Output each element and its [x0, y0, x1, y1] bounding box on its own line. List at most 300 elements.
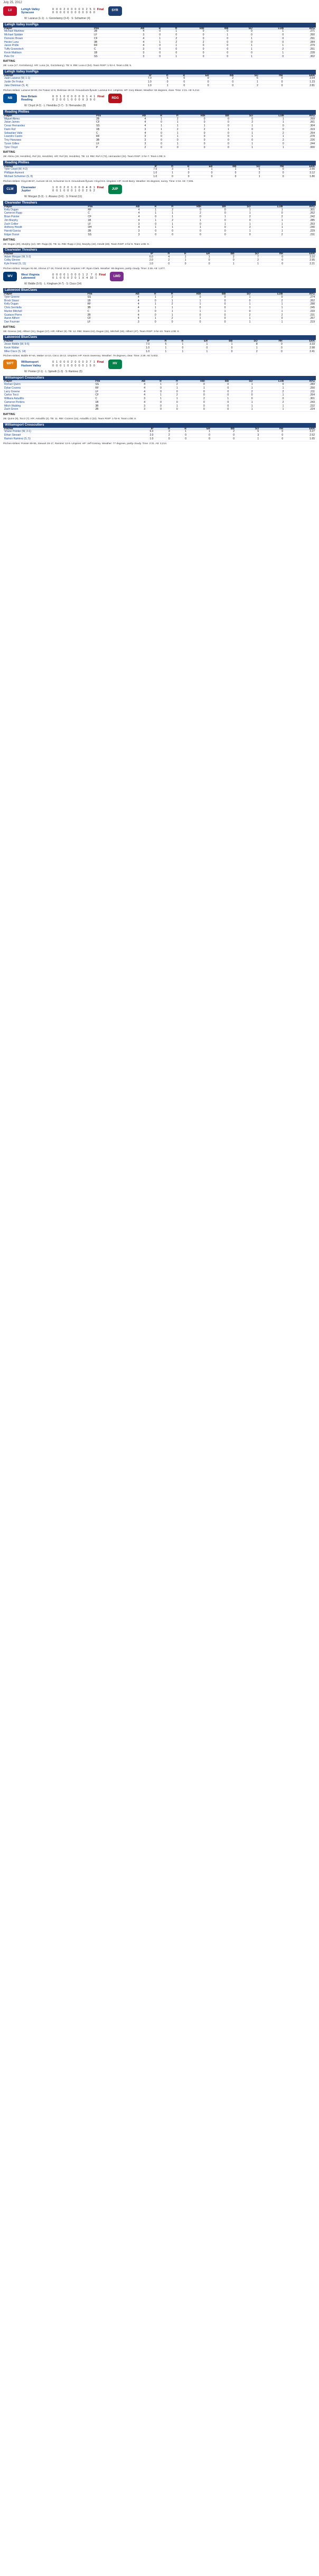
column-header: SO [233, 340, 258, 343]
stat-cell: .279 [285, 44, 316, 48]
stat-cell: .261 [285, 121, 316, 125]
player-link[interactable]: Willians Astudillo [3, 398, 94, 401]
player-link[interactable]: Cameron Perkins [3, 401, 94, 404]
pitcher-link[interactable]: Mike Cisco (S, 14) [3, 350, 117, 354]
player-link[interactable]: Kelly Dugan [3, 209, 87, 212]
pitcher-link[interactable]: Tyler Cloyd (W, 4-2) [3, 168, 126, 171]
stat-cell: 0 [230, 394, 254, 398]
stat-cell: 0 [178, 44, 205, 48]
stat-cell: 2 [180, 128, 207, 132]
player-link[interactable]: Jiwan James [3, 121, 95, 125]
stat-cell: 1 [162, 55, 178, 59]
player-link[interactable]: Sebastian Valle [3, 132, 95, 135]
stat-cell: 0 [169, 81, 186, 85]
player-link[interactable]: Gustavo Pierre [3, 314, 87, 317]
stat-cell: 1 [163, 398, 179, 401]
player-link[interactable]: Troy Hanzawa [3, 139, 95, 143]
column-header: RBI [179, 380, 206, 383]
player-link[interactable]: Michael Martinez [3, 30, 93, 33]
linescore-e: 0 [95, 273, 97, 277]
pitcher-link[interactable]: Kevin Walter [3, 346, 117, 350]
linescore-inning: 0 [52, 189, 54, 193]
stat-cell: 0 [202, 303, 227, 307]
column-header: BB [213, 165, 237, 169]
batting-section-title: Reading Phillies [3, 110, 316, 115]
column-header: HR [259, 340, 284, 343]
stat-cell: 0 [146, 408, 163, 412]
stat-cell: 0 [206, 408, 230, 412]
player-link[interactable]: Cameron Rupp [3, 212, 87, 216]
linescore-h: 8 [89, 186, 91, 189]
stat-cell: 1 [157, 299, 174, 303]
stat-cell [126, 172, 135, 176]
stat-cell: 4 [116, 219, 140, 223]
stat-cell: 6.0 [130, 256, 154, 259]
stat-cell: 0 [202, 314, 227, 317]
player-link[interactable]: Kevin Mattison [3, 51, 93, 55]
player-link[interactable]: Tyson Gillies [3, 142, 95, 146]
stat-cell: C [87, 212, 116, 216]
stat-cell: 1 [254, 44, 285, 48]
linescore-inning: 0 [82, 95, 84, 98]
stat-cell: 7.0 [135, 168, 158, 171]
stat-cell: 0 [180, 142, 207, 146]
table-row [3, 259, 316, 263]
player-link[interactable]: Brock Stassi [3, 299, 87, 303]
column-header: SO [236, 428, 260, 431]
stat-cell: 0 [145, 55, 162, 59]
stat-cell: 1 [227, 223, 252, 226]
stat-cell: 0 [178, 51, 205, 55]
stat-cell: 1B [95, 128, 123, 132]
linescore-team[interactable]: Reading [21, 98, 33, 102]
stat-cell: 0 [206, 394, 230, 398]
player-link[interactable]: Brian Pointer [3, 216, 87, 219]
player-link[interactable]: Marlon Mitchell [3, 310, 87, 314]
column-header: ERA [284, 428, 316, 431]
table-row [3, 233, 316, 237]
linescore-team[interactable]: Syracuse [21, 11, 34, 14]
stat-cell: 1 [209, 343, 233, 346]
column-header: RBI [174, 206, 202, 209]
player-link[interactable]: Carlos Tocci [3, 394, 94, 398]
linescore-team[interactable]: New Britain [21, 95, 37, 98]
column-header: AVG [285, 27, 316, 31]
stat-cell: 1 [254, 146, 285, 150]
player-link[interactable]: Pete Orr [3, 55, 93, 59]
pitcher-link[interactable]: Jesse Biddle (W, 5-5) [3, 343, 117, 346]
linescore-team[interactable]: Clearwater [21, 186, 36, 189]
stat-cell: 0 [154, 437, 171, 441]
linescore-h: 7 [89, 361, 91, 364]
stat-cell: LF [95, 142, 123, 146]
pitcher-link[interactable]: Ethan Stewart [3, 434, 122, 438]
player-link[interactable]: Michael Spidale [3, 34, 93, 38]
stat-cell: C [87, 310, 116, 314]
stat-cell: 0 [254, 142, 285, 146]
stat-cell: 0 [205, 37, 230, 41]
column-header: H [157, 293, 174, 296]
table-row [3, 437, 316, 441]
linescore-team[interactable]: Lakewood [21, 277, 35, 280]
table-row [3, 132, 316, 135]
table-row [3, 307, 316, 310]
stat-cell: 1 [174, 299, 202, 303]
column-header: SO [230, 380, 254, 383]
home-team-logo: JUP [108, 185, 122, 194]
stat-cell: 4 [123, 132, 147, 135]
stat-cell: 0 [146, 387, 163, 390]
stat-cell: 0 [140, 223, 157, 226]
stat-cell: 0 [230, 128, 254, 132]
column-header: ERA [285, 165, 316, 169]
column-header: Pitcher [3, 340, 117, 343]
table-row [3, 84, 316, 88]
stat-cell: 2.95 [284, 259, 316, 263]
stat-cell: 0 [171, 434, 187, 438]
linescore-inning: 0 [82, 361, 84, 364]
stat-cell: 1 [205, 34, 230, 38]
stat-cell: 7.0 [126, 343, 151, 346]
column-header: HR [259, 75, 284, 78]
linescore-inning: 0 [60, 186, 62, 189]
stat-cell: 0 [202, 299, 227, 303]
stat-cell: SS [94, 383, 122, 387]
linescore-inning: 0 [56, 95, 58, 98]
stat-cell: 0 [178, 37, 205, 41]
player-link[interactable]: Miguel Abreu [3, 118, 95, 121]
stat-cell [120, 81, 129, 85]
stat-cell: 0 [207, 121, 230, 125]
stat-cell: 0 [157, 321, 174, 325]
linescore [20, 361, 105, 367]
linescore-r: 0 [86, 11, 88, 14]
column-header: LOB [251, 293, 284, 296]
stat-cell: 6.0 [130, 430, 154, 434]
stat-cell: 0 [213, 172, 237, 176]
column-header: LOB [254, 27, 285, 31]
column-header: Pitcher [3, 428, 122, 431]
stat-cell: 0 [205, 48, 230, 52]
stat-cell [120, 84, 129, 88]
pitching-notes: Pitches-strikes: Morgan 91-58, Shreve 27-18, Friend 16-10. Umpires: HP: Ryan Clark. Weather: 88 degrees, partly cloudy. Time: 2:48. Att: 1,877. [3, 267, 166, 270]
stat-cell: 1 [230, 142, 254, 146]
player-link[interactable]: Tyler Greene [3, 296, 87, 299]
player-link[interactable]: Larry Greene [3, 390, 94, 394]
column-header: HR [260, 428, 284, 431]
stat-cell: 1 [162, 30, 178, 33]
stat-cell: .229 [284, 230, 316, 234]
stat-cell: 0 [174, 230, 202, 234]
player-link[interactable]: Tuffy Gosewisch [3, 48, 93, 52]
stat-cell: 1.0 [128, 81, 152, 85]
game-header [3, 6, 316, 16]
stat-cell: 0 [180, 121, 207, 125]
linescore-inning: 1 [56, 277, 58, 280]
linescore-inning: 0 [78, 95, 80, 98]
stat-cell: 1.0 [130, 263, 154, 266]
stat-cell: 4 [116, 303, 140, 307]
notes-title: BATTING [3, 413, 15, 417]
stat-cell: 0 [157, 230, 174, 234]
linescore-inning: 0 [71, 98, 73, 102]
stat-cell: 1.0 [126, 350, 151, 354]
linescore-e: 0 [93, 11, 95, 14]
stat-cell: 4 [123, 394, 146, 398]
pitcher-link[interactable]: Juan Lazarus (W, 1-1) [3, 77, 120, 80]
stat-cell: 4 [116, 216, 140, 219]
player-link[interactable]: Mitch Walding [3, 404, 94, 408]
game-status: Final [99, 273, 106, 277]
stat-cell: 0 [169, 77, 186, 80]
stat-cell: 2 [123, 146, 147, 150]
stat-cell: 2.81 [284, 84, 316, 88]
linescore-team[interactable]: Jupiter [21, 189, 31, 193]
stat-cell: 4 [116, 317, 140, 321]
linescore-r: 2 [86, 273, 88, 277]
stat-cell: .240 [284, 226, 316, 230]
linescore-inning: 0 [74, 98, 77, 102]
stat-cell: 1 [233, 346, 258, 350]
stat-cell: 3 [123, 404, 146, 408]
stat-cell: 1 [234, 81, 259, 85]
stat-cell: 0 [186, 81, 210, 85]
linescore-inning: 2 [63, 7, 65, 11]
stat-cell: 0 [260, 256, 284, 259]
stat-cell: 1 [179, 387, 206, 390]
player-link[interactable]: Harold Garcia [3, 230, 87, 234]
column-header: R [171, 253, 187, 256]
stat-cell: 0 [259, 343, 284, 346]
pitching-table [3, 340, 316, 354]
stat-cell: .271 [285, 30, 316, 33]
stat-cell: 0 [205, 55, 230, 59]
player-link[interactable]: Zach Green [3, 408, 94, 412]
table-row [3, 212, 316, 216]
stat-cell: 3 [116, 230, 140, 234]
stat-cell: 0 [202, 226, 227, 230]
player-link[interactable]: Darin Ruf [3, 128, 95, 132]
player-link[interactable]: Edgar Duran [3, 233, 87, 237]
column-header: R [147, 115, 163, 118]
stat-cell: 0 [158, 175, 174, 179]
stat-cell: 1 [157, 212, 174, 216]
stat-cell: 3B [93, 41, 121, 44]
player-link[interactable]: Kelly Dugan [3, 303, 87, 307]
linescore-r: 1 [86, 364, 88, 367]
player-link[interactable]: Leandro Castro [3, 135, 95, 139]
stat-cell: 1 [252, 226, 284, 230]
column-header: SO [234, 75, 259, 78]
pitcher-link[interactable]: Ramon Ramirez (S, 5) [3, 437, 122, 441]
stat-cell: 0 [169, 84, 186, 88]
player-link[interactable]: Chris Serritella [3, 307, 87, 310]
column-header: R [171, 428, 187, 431]
pitcher-link[interactable]: Michael Schwimer (S, 8) [3, 175, 126, 179]
stat-cell [122, 434, 130, 438]
column-header: IP [128, 75, 152, 78]
stat-cell: 3 [121, 55, 146, 59]
stat-cell: 0 [174, 321, 202, 325]
stat-cell: 1 [251, 321, 284, 325]
player-link[interactable]: Tyler Cloyd [3, 146, 95, 150]
stat-cell: 2 [227, 226, 252, 230]
stat-cell: CF [94, 394, 122, 398]
pitcher-link[interactable]: Shane Pointer (W, 2-1) [3, 430, 122, 434]
linescore-row [20, 364, 105, 367]
stat-cell: .269 [285, 118, 316, 121]
linescore [20, 186, 105, 193]
batting-table [3, 293, 316, 325]
stat-cell: 4 [123, 118, 147, 121]
linescore-inning: 0 [52, 95, 54, 98]
stat-cell: RF [87, 303, 116, 307]
table-row [3, 314, 316, 317]
linescore-inning: 1 [60, 95, 62, 98]
stat-cell [117, 350, 126, 354]
linescore-team[interactable]: Hudson Valley [21, 364, 41, 367]
stat-cell: 0 [174, 233, 202, 237]
stat-cell: 1 [190, 168, 213, 171]
column-header: BB [211, 253, 236, 256]
linescore-inning: 2 [71, 277, 73, 280]
linescore-inning: 0 [67, 277, 69, 280]
stat-cell: 0 [259, 81, 284, 85]
linescore-inning: 0 [82, 364, 84, 367]
linescore-inning: 0 [56, 273, 58, 277]
linescore-team[interactable]: Lehigh Valley [21, 7, 40, 11]
linescore [20, 8, 105, 15]
stat-cell: SS [87, 233, 116, 237]
linescore-inning: 0 [60, 11, 62, 14]
table-row [3, 346, 316, 350]
linescore-team[interactable]: West Virginia [21, 273, 40, 277]
column-header: SO [230, 115, 254, 118]
column-header: R [145, 27, 162, 31]
linescore-inning: 0 [56, 186, 58, 189]
player-link[interactable]: Jason Pridie [3, 44, 93, 48]
column-header: LOB [254, 115, 285, 118]
linescore-inning: 0 [74, 11, 77, 14]
stat-cell: 1 [174, 317, 202, 321]
player-link[interactable]: Hector Luna [3, 41, 93, 44]
stat-cell: C [94, 398, 122, 401]
column-header: Player [3, 206, 87, 209]
stat-cell: .245 [284, 307, 316, 310]
linescore-inning: 0 [71, 189, 73, 193]
stat-cell: SS [93, 55, 121, 59]
pitcher-link[interactable]: Colby Shreve [3, 259, 121, 263]
stat-cell: 1 [252, 219, 284, 223]
linescore-inning: 0 [78, 7, 80, 11]
pitcher-link[interactable]: Kyle Friend (S, 11) [3, 263, 121, 266]
table-row [3, 216, 316, 219]
player-link[interactable]: Dylan Cozens [3, 387, 94, 390]
linescore-inning: 2 [63, 186, 65, 189]
stat-cell: 2 [230, 390, 254, 394]
stat-cell: 0 [261, 172, 285, 176]
linescore-inning: 1 [52, 186, 54, 189]
stat-cell: 0 [187, 437, 211, 441]
stat-cell: 1 [236, 437, 260, 441]
pitcher-link[interactable]: Phillippe Aumont [3, 172, 126, 176]
player-link[interactable]: Aaron Altherr [3, 317, 87, 321]
linescore-inning: 1 [74, 189, 77, 193]
column-header: RBI [180, 115, 207, 118]
linescore-e: 1 [95, 277, 97, 280]
player-link[interactable]: Dan Fournier [3, 321, 87, 325]
stat-cell: 3 [121, 34, 146, 38]
stat-cell: 1 [180, 125, 207, 128]
stat-cell [117, 346, 126, 350]
pitching-table [3, 165, 316, 179]
column-header: IP [135, 165, 158, 169]
linescore-inning: 0 [78, 364, 80, 367]
stat-cell: 1 [163, 125, 180, 128]
stat-cell: 0 [153, 81, 170, 85]
player-link[interactable]: Roman Quinn [3, 383, 94, 387]
away-team-logo: WPT [3, 360, 17, 369]
linescore-inning: 0 [74, 273, 77, 277]
stat-cell: 2 [254, 401, 285, 404]
stat-cell: 2.0 [130, 259, 154, 263]
stat-cell: 1.0 [135, 175, 158, 179]
player-link[interactable]: Anthony Hewitt [3, 226, 87, 230]
stat-cell: 1 [254, 135, 285, 139]
player-link[interactable]: Jim Murphy [3, 219, 87, 223]
stat-cell: 1.80 [285, 175, 316, 179]
column-header: Pos [95, 115, 123, 118]
pitcher-link[interactable]: Justin De Fratus [3, 81, 120, 85]
stat-cell: 4 [121, 44, 146, 48]
stat-cell: 0 [202, 296, 227, 299]
player-link[interactable]: Domonic Brown [3, 37, 93, 41]
stat-cell: 1 [163, 132, 180, 135]
stat-cell: 1 [187, 430, 211, 434]
player-link[interactable]: Cesar Hernandez [3, 125, 95, 128]
linescore-team[interactable]: Williamsport [21, 361, 39, 364]
stat-cell: 1 [227, 212, 252, 216]
stat-cell: 2.41 [284, 350, 316, 354]
stat-cell: 2 [157, 296, 174, 299]
stat-cell: 1B [87, 299, 116, 303]
linescore-inning: 0 [52, 364, 54, 367]
pitcher-link[interactable]: Adam Morgan (W, 5-3) [3, 256, 121, 259]
stat-cell: 1 [157, 307, 174, 310]
stat-cell: 0 [179, 404, 206, 408]
table-row [3, 321, 316, 325]
stat-cell: 0 [207, 139, 230, 143]
linescore-inning: 0 [82, 186, 84, 189]
column-header: R [140, 206, 157, 209]
player-link[interactable]: Zach Collier [3, 223, 87, 226]
stat-cell: 1.0 [130, 437, 154, 441]
stat-cell: 0 [145, 48, 162, 52]
stat-cell: 0 [174, 223, 202, 226]
column-header: SO [236, 253, 260, 256]
linescore-inning: 0 [60, 7, 62, 11]
stat-cell: 4 [123, 390, 146, 394]
stat-cell: 3 [123, 139, 147, 143]
pitcher-link[interactable]: Jake Diekman (S, 4) [3, 84, 120, 88]
stat-cell: .264 [285, 394, 316, 398]
stat-cell: 1 [230, 404, 254, 408]
stat-cell: C [93, 48, 121, 52]
linescore-inning: 0 [52, 277, 54, 280]
stat-cell: 0 [171, 263, 187, 266]
stat-cell: 2 [254, 390, 285, 394]
stat-cell: 0 [140, 233, 157, 237]
